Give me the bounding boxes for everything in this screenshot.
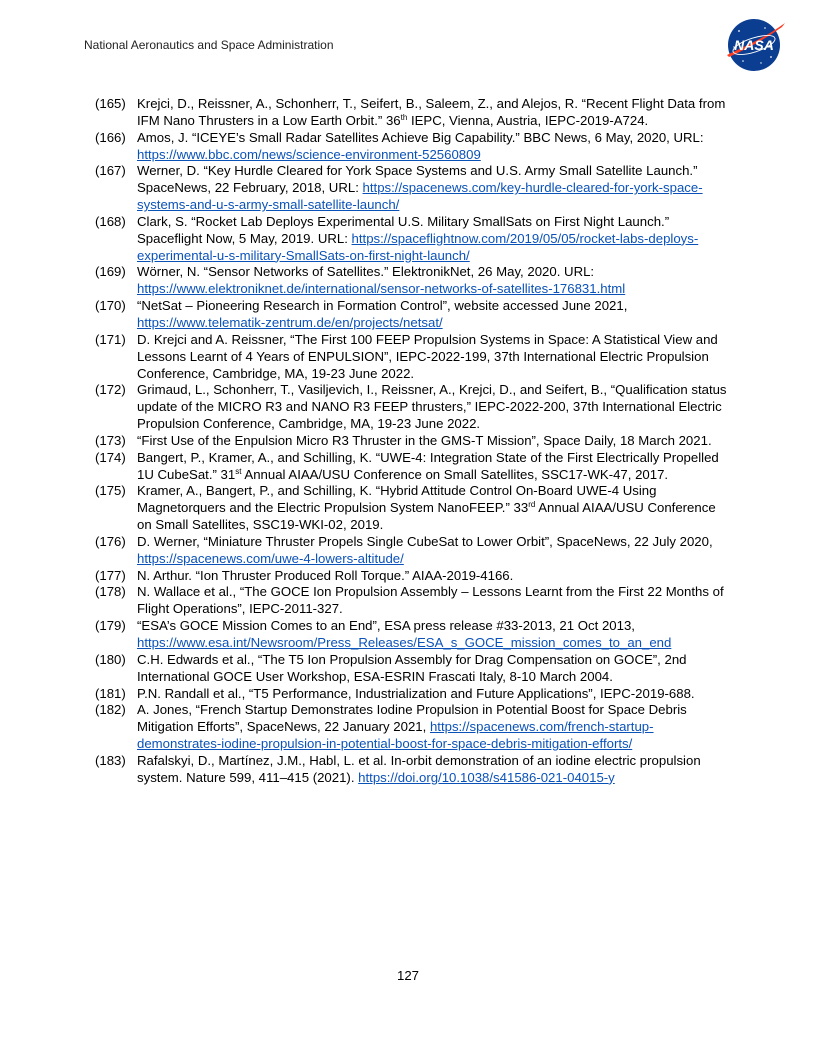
- reference-link[interactable]: https://doi.org/10.1038/s41586-021-04015-y: [358, 769, 615, 785]
- reference-text-segment: Wörner, N. “Sensor Networks of Satellites.” ElektronikNet, 26 May, 2020. URL:: [137, 264, 595, 280]
- reference-text-segment: “NetSat – Pioneering Research in Formation Control”, website accessed June 2021,: [137, 298, 628, 314]
- reference-text: [137, 618, 727, 652]
- reference-number: (170): [95, 298, 126, 314]
- reference-text-segment: Annual AIAA/USU Conference on Small Satellites, SSC17-WK-47, 2017.: [241, 466, 669, 482]
- reference-text-segment: Grimaud, L., Schonherr, T., Vasiljevich, I., Reissner, A., Krejci, D., and Seifert, B., “Qualification status update of the MICRO R3 and NANO R3 FEEP thrusters,” IEPC-2022-200, 37th International Electric Propulsion Conference, Cambridge, MA, 19-23 June 2022.: [137, 382, 727, 432]
- reference-text: [137, 568, 727, 585]
- reference-text: [137, 382, 727, 433]
- reference-number: (177): [95, 567, 126, 583]
- reference-text: [137, 96, 727, 130]
- reference-item: [95, 96, 727, 130]
- reference-number: (176): [95, 533, 126, 549]
- reference-number: (168): [95, 213, 126, 229]
- reference-text-segment: Annual AIAA/USU Conference on Small Satellites, SSC19-WKI-02, 2019.: [137, 500, 716, 533]
- ordinal-superscript: th: [400, 112, 408, 122]
- reference-item: [95, 298, 727, 332]
- reference-item: [95, 483, 727, 534]
- reference-number: (172): [95, 382, 126, 398]
- reference-text-segment: C.H. Edwards et al., “The T5 Ion Propulsion Assembly for Drag Compensation on GOCE”, 2nd International GOCE User Workshop, ESA-ESRIN Frascati Italy, 8-10 March 2004.: [137, 651, 687, 684]
- reference-link[interactable]: https://www.elektroniknet.de/international/sensor-networks-of-satellites-176831.html: [137, 281, 626, 297]
- reference-link[interactable]: https://spacenews.com/uwe-4-lowers-altitude/: [137, 550, 404, 566]
- reference-text-segment: Krejci, D., Reissner, A., Schonherr, T., Seifert, B., Saleem, Z., and Alejos, R. “Recent Flight Data from IFM Nano Thrusters in a Low Earth Orbit.” 36: [137, 96, 726, 128]
- reference-text: [137, 450, 727, 484]
- reference-text: [137, 130, 727, 164]
- reference-item: [95, 584, 727, 618]
- reference-text-segment: D. Krejci and A. Reissner, “The First 100 FEEP Propulsion Systems in Space: A Statistical View and Lessons Learnt of 4 Years of ENPULSION”, IEPC-2022-199, 37th International Electric Propulsion Conference, Cambridge, MA, 19-23 June 2022.: [137, 331, 718, 381]
- reference-text: [137, 686, 727, 703]
- reference-number: (175): [95, 483, 126, 499]
- reference-text: [137, 534, 727, 568]
- reference-number: (166): [95, 129, 126, 145]
- reference-text: [137, 298, 727, 332]
- reference-text: [137, 163, 727, 214]
- reference-text: [137, 753, 727, 787]
- reference-text: [137, 702, 727, 753]
- reference-text-segment: D. Werner, “Miniature Thruster Propels Single CubeSat to Lower Orbit”, SpaceNews, 22 July 2020,: [137, 533, 713, 549]
- reference-text: [137, 584, 727, 618]
- reference-text-segment: “First Use of the Enpulsion Micro R3 Thruster in the GMS-T Mission”, Space Daily, 18 March 2021.: [137, 432, 712, 448]
- reference-number: (179): [95, 618, 126, 634]
- reference-list: [95, 96, 727, 787]
- reference-item: [95, 534, 727, 568]
- page-number: 127: [396, 968, 419, 983]
- reference-number: (167): [95, 163, 126, 179]
- reference-item: [95, 568, 727, 585]
- reference-item: [95, 450, 727, 484]
- reference-number: (181): [95, 685, 126, 701]
- reference-item: [95, 264, 727, 298]
- reference-number: (174): [95, 449, 126, 465]
- reference-text: [137, 652, 727, 686]
- reference-link[interactable]: https://spaceflightnow.com/2019/05/05/rocket-labs-deploys-experimental-u-s-military-SmallSats-on-first-night-launch/: [137, 230, 699, 263]
- reference-item: [95, 753, 727, 787]
- reference-text-segment: Kramer, A., Bangert, P., and Schilling, K. “Hybrid Attitude Control On-Board UWE-4 Using Magnetorquers and the Electric Propulsion System NanoFEEP.” 33: [137, 483, 657, 516]
- reference-item: [95, 163, 727, 214]
- reference-number: (165): [95, 96, 126, 111]
- reference-text-segment: N. Wallace et al., “The GOCE Ion Propulsion Assembly – Lessons Learnt from the First 22 Months of Flight Operations”, IEPC-2011-327.: [137, 584, 724, 617]
- reference-number: (173): [95, 432, 126, 448]
- reference-text-segment: N. Arthur. “Ion Thruster Produced Roll Torque.” AIAA-2019-4166.: [137, 567, 514, 583]
- reference-text-segment: P.N. Randall et al., “T5 Performance, Industrialization and Future Applications”, IEPC-2019-688.: [137, 685, 695, 701]
- reference-number: (183): [95, 752, 126, 768]
- reference-text-segment: “ESA’s GOCE Mission Comes to an End”, ESA press release #33-2013, 21 Oct 2013,: [137, 618, 635, 634]
- reference-text-segment: Werner, D. “Key Hurdle Cleared for York Space Systems and U.S. Army Small Satellite Launch.” SpaceNews, 22 February, 2018, URL:: [137, 163, 698, 196]
- reference-text-segment: Amos, J. “ICEYE’s Small Radar Satellites Achieve Big Capability.” BBC News, 6 May, 2020, URL:: [137, 129, 704, 145]
- reference-item: [95, 433, 727, 450]
- reference-text-segment: Rafalskyi, D., Martínez, J.M., Habl, L. et al. In-orbit demonstration of an iodine electric propulsion system. Nature 599, 411–415 (2021).: [137, 752, 701, 785]
- reference-link[interactable]: https://www.bbc.com/news/science-environment-52560809: [137, 146, 481, 162]
- reference-text-segment: IEPC, Vienna, Austria, IEPC-2019-A724.: [407, 112, 649, 128]
- header-org-name: National Aeronautics and Space Administration: [84, 38, 334, 52]
- reference-text: [137, 214, 727, 265]
- reference-number: (171): [95, 331, 126, 347]
- reference-link[interactable]: https://www.esa.int/Newsroom/Press_Releases/ESA_s_GOCE_mission_comes_to_an_end: [137, 635, 672, 650]
- reference-text-segment: A. Jones, “French Startup Demonstrates Iodine Propulsion in Potential Boost for Space Debris Mitigation Efforts”, SpaceNews, 22 January 2021,: [137, 702, 687, 735]
- nasa-logo: [721, 17, 787, 73]
- reference-link[interactable]: https://spacenews.com/key-hurdle-cleared-for-york-space-systems-and-u-s-army-small-satellite-launch/: [137, 180, 703, 213]
- reference-link[interactable]: https://www.telematik-zentrum.de/en/projects/netsat/: [137, 314, 443, 330]
- reference-text: [137, 433, 727, 450]
- reference-item: [95, 652, 727, 686]
- reference-text: [137, 483, 727, 534]
- reference-number: (178): [95, 584, 126, 600]
- reference-item: [95, 618, 727, 652]
- reference-link[interactable]: https://spacenews.com/french-startup-demonstrates-iodine-propulsion-in-potential-boost-for-space-debris-mitigation-efforts/: [137, 719, 654, 752]
- reference-text-segment: Bangert, P., Kramer, A., and Schilling, K. “UWE-4: Integration State of the First Electrically Propelled 1U CubeSat.” 31: [137, 449, 719, 482]
- reference-number: (182): [95, 702, 126, 718]
- reference-item: [95, 686, 727, 703]
- reference-item: [95, 702, 727, 753]
- reference-number: (180): [95, 651, 126, 667]
- ordinal-superscript: rd: [528, 500, 536, 510]
- nasa-logo-text: NASA: [734, 37, 774, 53]
- ordinal-superscript: st: [235, 466, 242, 476]
- reference-number: (169): [95, 264, 126, 280]
- reference-item: [95, 130, 727, 164]
- reference-text: [137, 332, 727, 383]
- reference-item: [95, 382, 727, 433]
- reference-text-segment: Clark, S. “Rocket Lab Deploys Experimental U.S. Military SmallSats on First Night Launch.” Spaceflight Now, 5 May, 2019. URL:: [137, 213, 670, 246]
- reference-text: [137, 264, 727, 298]
- reference-item: [95, 214, 727, 265]
- reference-item: [95, 332, 727, 383]
